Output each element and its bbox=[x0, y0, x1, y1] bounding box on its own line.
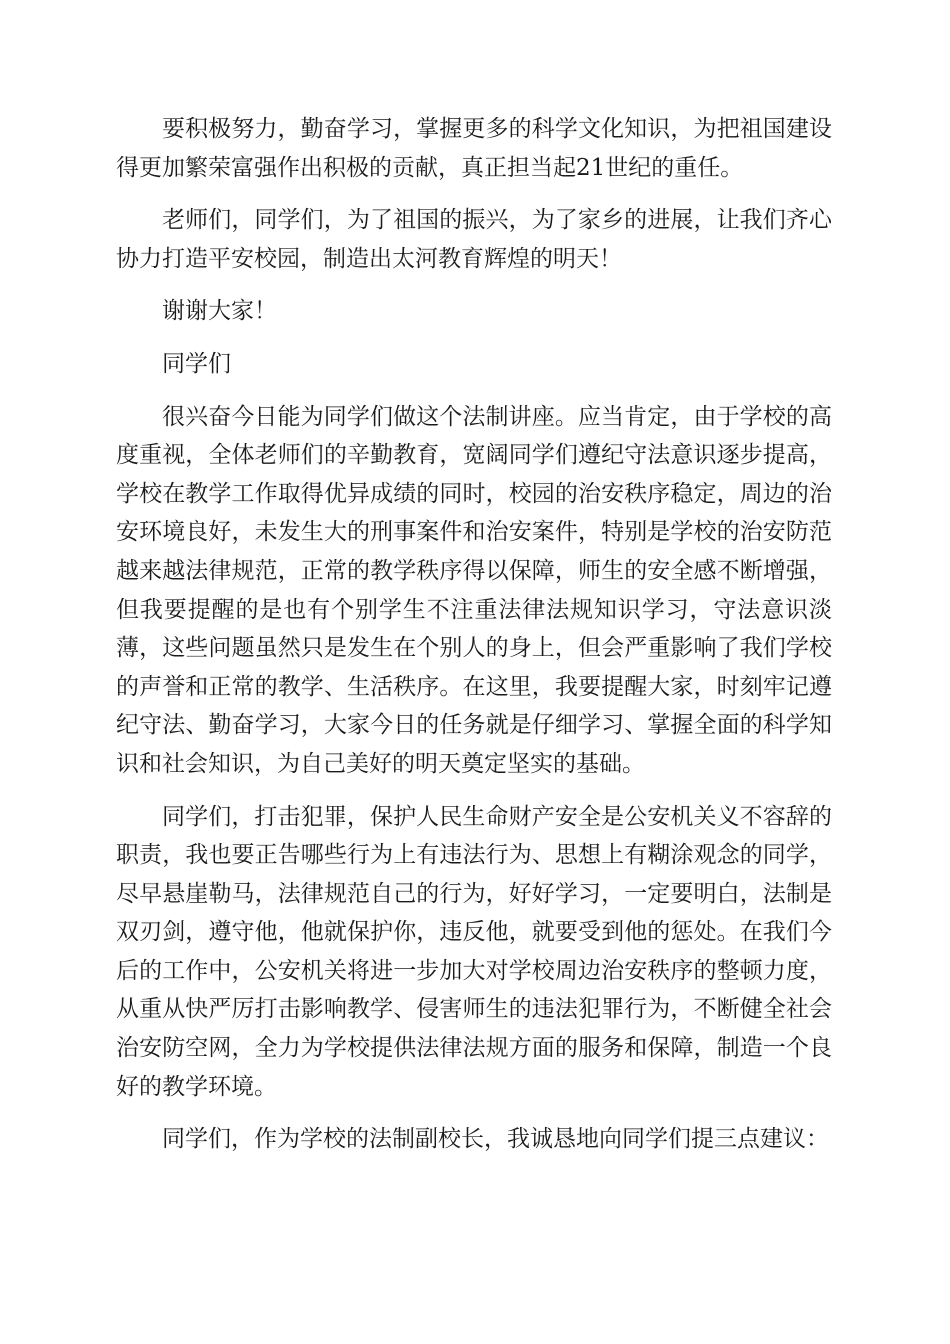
paragraph-thanks: 谢谢大家！ bbox=[162, 298, 277, 325]
paragraph-lecture-intro: 很兴奋今日能为同学们做这个法制讲座。应当肯定，由于学校的高度重视，全体老师们的辛勤教育，宽阔同学们遵纪守法意识逐步提高，学校在教学工作取得优异成绩的同时，校园的治安秩序稳定，周边的治安环境良好，未发生大的刑事案件和治安案件，特别是学校的治安防范越来越法律规范，正常的教学秩序得以保障，师生的安全感不断增强，但我要提醒的是也有个别学生不注重法律法规知识学习，守法意识淡薄，这些问题虽然只是发生在个别人的身上，但会严重影响了我们学校的声誉和正常的教学、生活秩序。在这里，我要提醒大家，时刻牢记遵纪守法、勤奋学习，大家今日的任务就是仔细学习、掌握全面的科学知识和社会知识，为自己美好的明天奠定坚实的基础。 bbox=[116, 403, 832, 777]
paragraph-suggestions: 同学们，作为学校的法制副校长，我诚恳地向同学们提三点建议： bbox=[162, 1126, 829, 1153]
paragraph-closing-call: 要积极努力，勤奋学习，掌握更多的科学文化知识，为把祖国建设得更加繁荣富强作出积极的贡献，真正担当起21世纪的重任。 bbox=[116, 116, 832, 181]
document-body bbox=[116, 110, 832, 1173]
paragraph-crime-prevention: 同学们，打击犯罪，保护人民生命财产安全是公安机关义不容辞的职责，我也要正告哪些行为上有违法行为、思想上有糊涂观念的同学，尽早悬崖勒马，法律规范自己的行为，好好学习，一定要明白，法制是双刃剑，遵守他，他就保护你，违反他，就要受到他的惩处。在我们今后的工作中，公安机关将进一步加大对学校周边治安秩序的整顿力度，从重从快严厉打击影响教学、侵害师生的违法犯罪行为，不断健全社会治安防空网，全力为学校提供法律法规方面的服务和保障，制造一个良好的教学环境。 bbox=[116, 803, 832, 1100]
paragraph-appeal: 老师们，同学们，为了祖国的振兴，为了家乡的进展，让我们齐心协力打造平安校园，制造出太河教育辉煌的明天！ bbox=[116, 207, 832, 272]
paragraph-salutation: 同学们 bbox=[162, 350, 231, 377]
